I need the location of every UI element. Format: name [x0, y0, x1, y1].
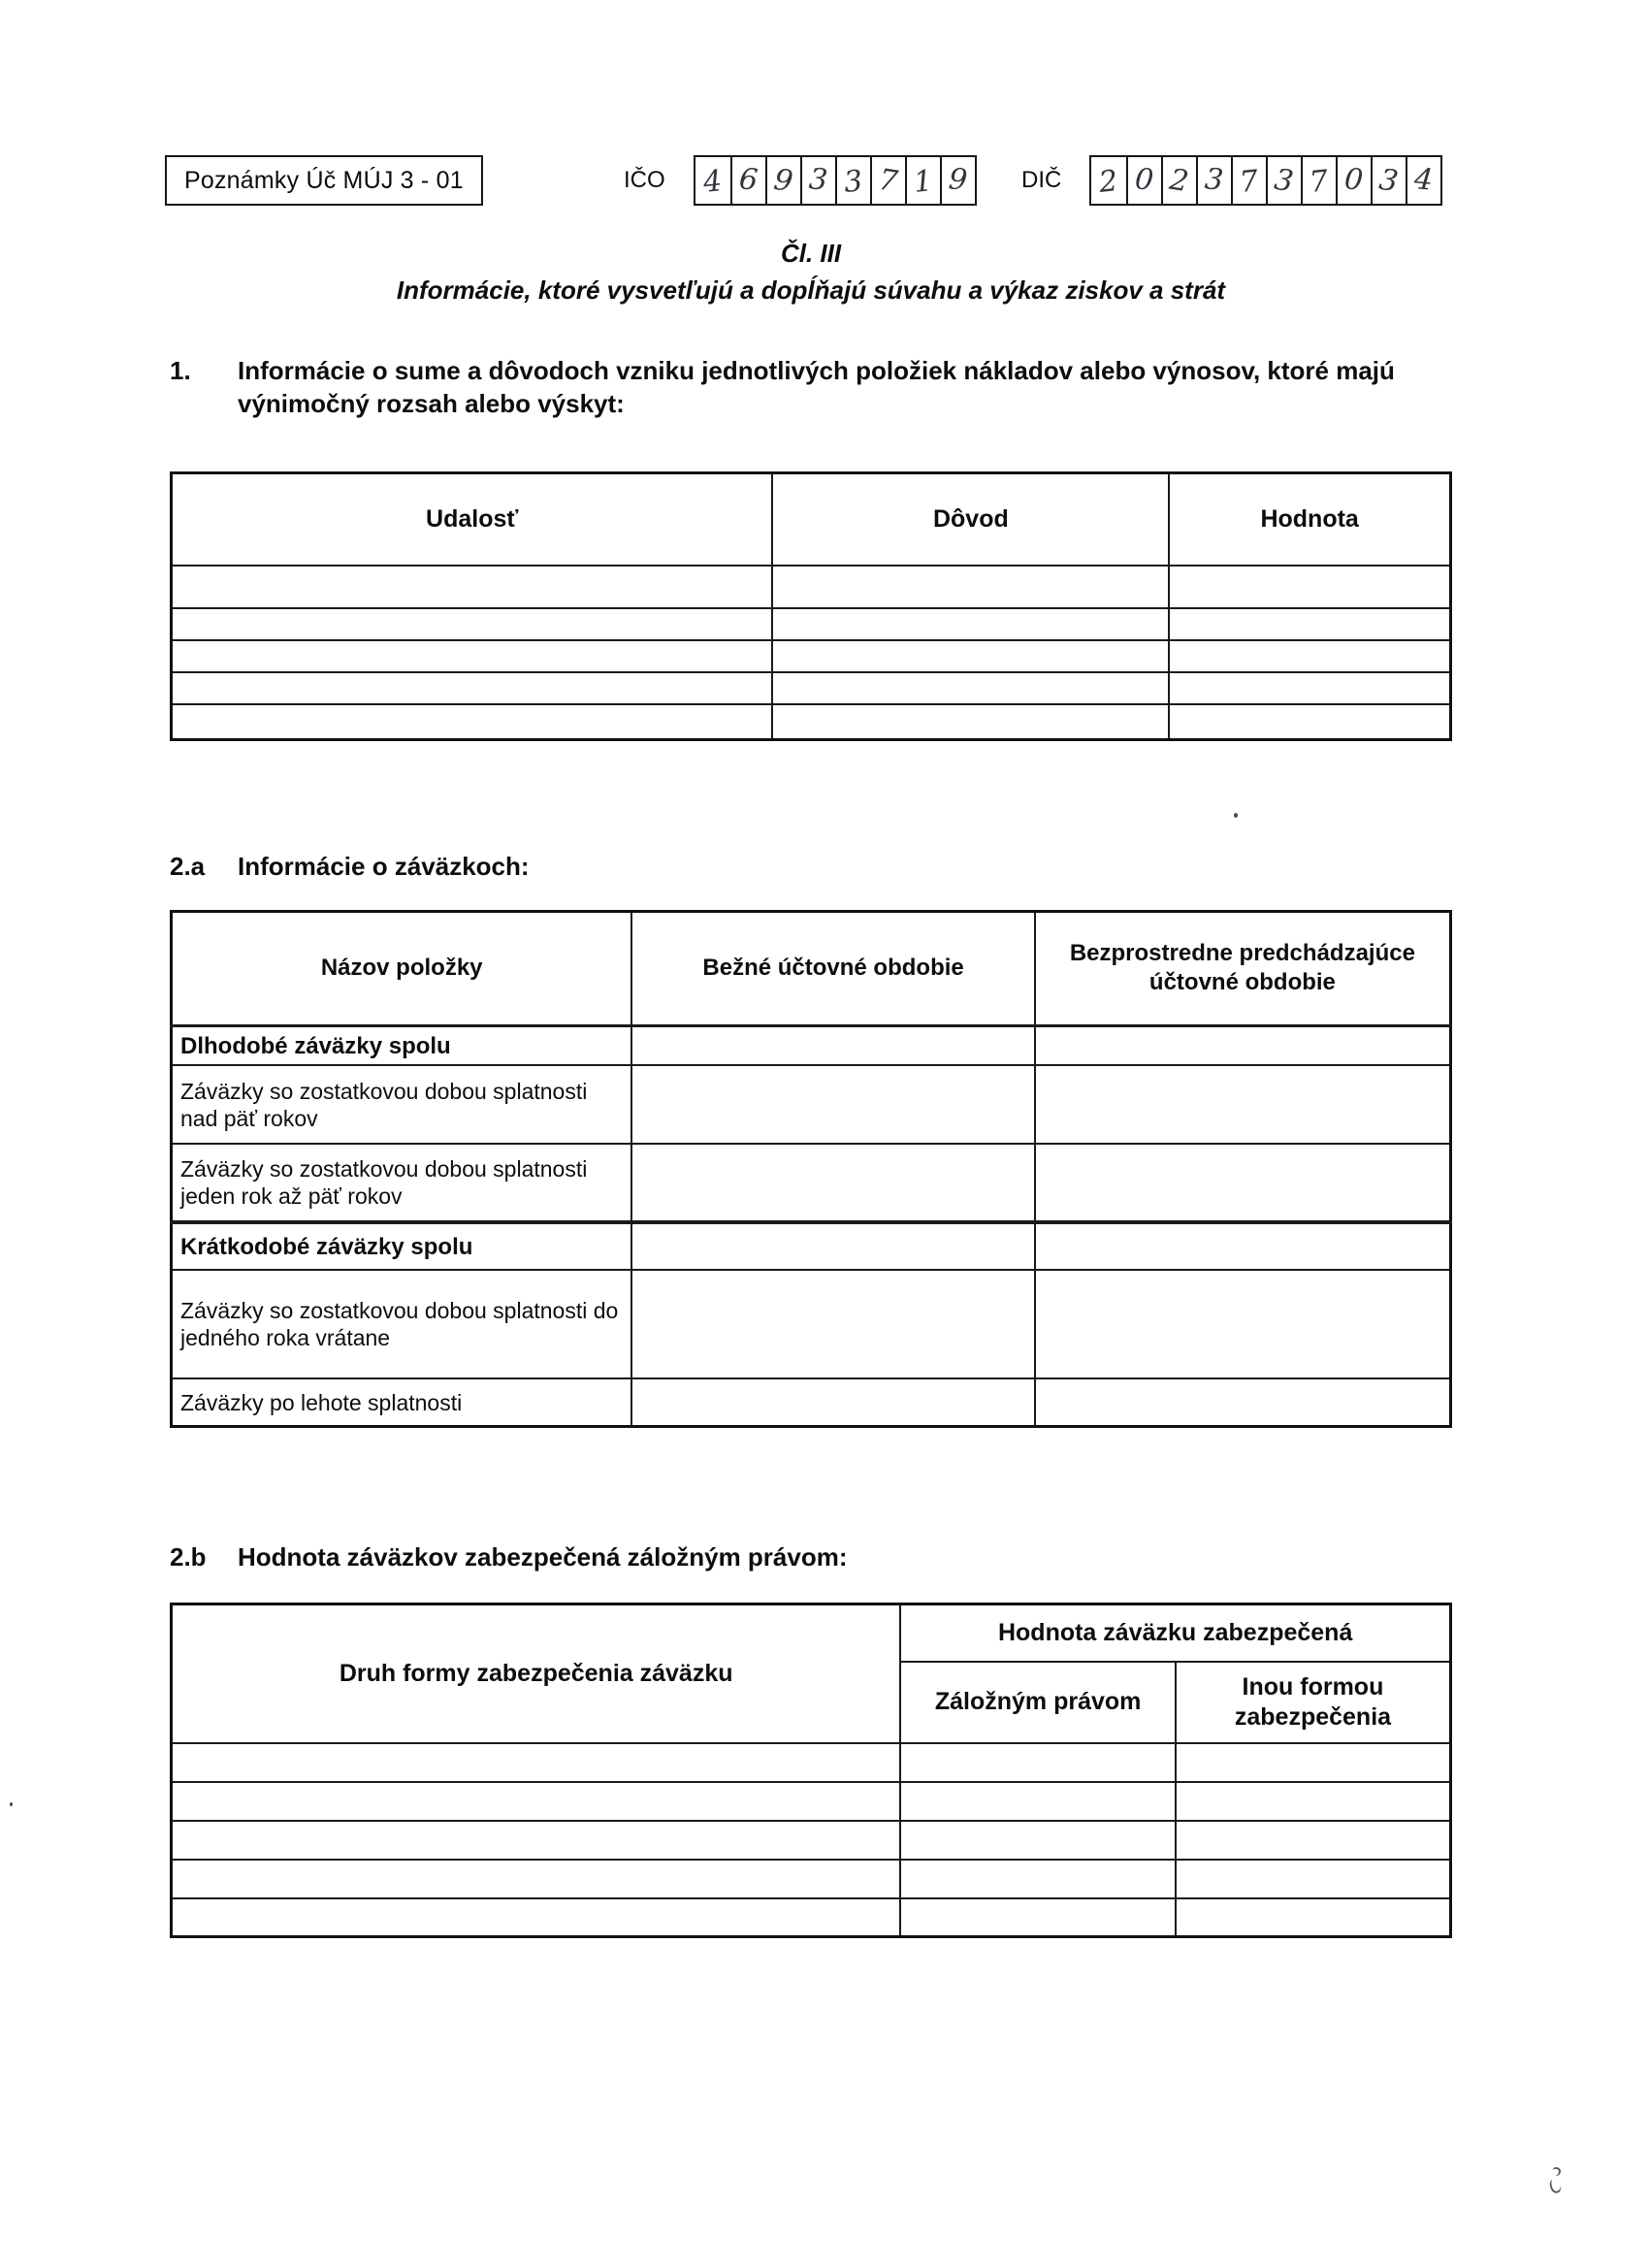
- handwritten-digit: 3: [1376, 162, 1402, 199]
- value-cell: [631, 1065, 1034, 1144]
- empty-cell: [1169, 704, 1450, 739]
- liabilities-header-row: [172, 911, 1451, 1025]
- empty-cell: [900, 1782, 1176, 1821]
- scan-artifact-mark: [1550, 2167, 1564, 2196]
- handwritten-digit: 2: [1167, 162, 1192, 199]
- ico-digit-cell: [765, 157, 800, 204]
- handwritten-digit: 7: [1238, 163, 1261, 200]
- section-number: 2.a: [170, 851, 206, 881]
- empty-cell: [772, 672, 1169, 704]
- handwritten-digit: 2: [1097, 163, 1120, 200]
- ico-digit-cell: [905, 157, 940, 204]
- empty-row: [172, 1782, 1451, 1821]
- section-number: 2.b: [170, 1541, 207, 1571]
- empty-cell: [172, 1821, 901, 1860]
- value-cell: [631, 1270, 1034, 1378]
- dic-digit-cell: [1371, 157, 1406, 204]
- ico-label: IČO: [624, 167, 665, 193]
- empty-cell: [172, 1898, 901, 1937]
- article-number: Čl. III: [780, 239, 842, 268]
- value-cell: [1035, 1065, 1451, 1144]
- empty-cell: [172, 1782, 901, 1821]
- page-title: Informácie, ktoré vysvetľujú a dopĺňajú súvahu a výkaz ziskov a strát: [396, 275, 1226, 305]
- empty-cell: [172, 566, 773, 608]
- section-2b-heading: [170, 1540, 1452, 1573]
- empty-cell: [900, 1743, 1176, 1782]
- value-cell: [1035, 1270, 1451, 1378]
- section-text: Hodnota záväzkov zabezpečená záložným právom:: [238, 1541, 848, 1571]
- empty-cell: [1169, 566, 1450, 608]
- row-label: Záväzky so zostatkovou dobou splatnosti do jedného roka vrátane: [172, 1270, 632, 1378]
- column-header-lien: Záložným právom: [900, 1662, 1176, 1743]
- handwritten-digit: 4: [1413, 161, 1436, 198]
- handwritten-digit: 0: [1343, 161, 1366, 198]
- scan-artifact-curve: [1551, 2166, 1562, 2177]
- value-cell: [1035, 1378, 1451, 1426]
- empty-cell: [172, 672, 773, 704]
- empty-row: [172, 1743, 1451, 1782]
- empty-cell: [1176, 1782, 1451, 1821]
- row-label: Krátkodobé záväzky spolu: [172, 1222, 632, 1270]
- column-header-previous-period: Bezprostredne predchádzajúce účtovné obdobie: [1035, 911, 1451, 1025]
- empty-row: [172, 640, 1451, 672]
- form-header: [170, 155, 1452, 210]
- handwritten-digit: 3: [808, 161, 830, 198]
- handwritten-digit: 1: [912, 163, 935, 200]
- dic-digit-cell: [1266, 157, 1301, 204]
- empty-cell: [900, 1898, 1176, 1937]
- empty-row: [172, 1860, 1451, 1898]
- handwritten-digit: 7: [1308, 163, 1331, 200]
- handwritten-digit: 3: [842, 163, 865, 200]
- table-row: [172, 1222, 1451, 1270]
- value-cell: [631, 1222, 1034, 1270]
- table-row: [172, 1270, 1451, 1378]
- dic-digit-cell: [1301, 157, 1336, 204]
- empty-row: [172, 1898, 1451, 1937]
- table-row: [172, 1144, 1451, 1222]
- scan-speck: [10, 1802, 13, 1806]
- value-cell: [1035, 1144, 1451, 1222]
- dic-digit-cell: [1161, 157, 1196, 204]
- column-header-reason: Dôvod: [772, 472, 1169, 566]
- empty-cell: [1169, 640, 1450, 672]
- form-code-box: [165, 155, 483, 206]
- empty-cell: [772, 640, 1169, 672]
- empty-cell: [172, 640, 773, 672]
- empty-cell: [772, 608, 1169, 640]
- empty-row: [172, 566, 1451, 608]
- empty-cell: [172, 704, 773, 739]
- section-text: Informácie o sume a dôvodoch vzniku jednotlivých položiek nákladov alebo výnosov, ktoré majú výnimočný rozsah alebo výskyt:: [238, 356, 1395, 419]
- value-cell: [631, 1378, 1034, 1426]
- handwritten-digit: 3: [1204, 161, 1226, 198]
- table-row: [172, 1065, 1451, 1144]
- scan-artifact-curve: [1548, 2178, 1563, 2195]
- empty-cell: [1176, 1898, 1451, 1937]
- empty-row: [172, 608, 1451, 640]
- dic-digit-cell: [1231, 157, 1266, 204]
- value-cell: [631, 1025, 1034, 1065]
- handwritten-digit: 0: [1134, 161, 1156, 198]
- empty-cell: [1169, 672, 1450, 704]
- handwritten-digit: 9: [771, 162, 796, 199]
- form-code-label: Poznámky Úč MÚJ 3 - 01: [184, 166, 464, 194]
- row-label: Záväzky so zostatkovou dobou splatnosti jeden rok až päť rokov: [172, 1144, 632, 1222]
- handwritten-digit: 4: [701, 163, 725, 200]
- dic-label: DIČ: [1021, 167, 1062, 193]
- empty-row: [172, 672, 1451, 704]
- row-label: Záväzky po lehote splatnosti: [172, 1378, 632, 1426]
- section-number: 1.: [170, 356, 191, 385]
- value-cell: [1035, 1025, 1451, 1065]
- table-row: [172, 1025, 1451, 1065]
- column-header-security-type: Druh formy zabezpečenia záväzku: [172, 1604, 901, 1743]
- column-header-value: Hodnota: [1169, 472, 1450, 566]
- section-text: Informácie o záväzkoch:: [238, 851, 530, 881]
- empty-cell: [900, 1821, 1176, 1860]
- dic-digit-boxes: [1089, 155, 1442, 206]
- empty-cell: [772, 566, 1169, 608]
- empty-row: [172, 1821, 1451, 1860]
- handwritten-digit: 7: [876, 162, 901, 199]
- events-table: [170, 471, 1452, 741]
- secured-header-group-row: [172, 1604, 1451, 1662]
- events-table-header-row: [172, 472, 1451, 566]
- empty-cell: [1176, 1743, 1451, 1782]
- value-cell: [631, 1144, 1034, 1222]
- empty-cell: [772, 704, 1169, 739]
- dic-digit-cell: [1406, 157, 1440, 204]
- empty-cell: [900, 1860, 1176, 1898]
- dic-digit-cell: [1196, 157, 1231, 204]
- row-label: Dlhodobé záväzky spolu: [172, 1025, 632, 1065]
- empty-cell: [172, 608, 773, 640]
- empty-cell: [1169, 608, 1450, 640]
- section-2a-heading: [170, 850, 1452, 883]
- document-page: [170, 0, 1452, 1938]
- title-block: [170, 239, 1452, 306]
- ico-digit-cell: [730, 157, 765, 204]
- dic-digit-cell: [1126, 157, 1161, 204]
- value-cell: [1035, 1222, 1451, 1270]
- empty-row: [172, 704, 1451, 739]
- ico-digit-boxes: [694, 155, 977, 206]
- empty-cell: [172, 1743, 901, 1782]
- dic-digit-cell: [1336, 157, 1371, 204]
- scan-speck: [1234, 813, 1238, 818]
- column-header-current-period: Bežné účtovné obdobie: [631, 911, 1034, 1025]
- dic-digit-cell: [1091, 157, 1126, 204]
- handwritten-digit: 3: [1272, 162, 1297, 199]
- ico-digit-cell: [870, 157, 905, 204]
- column-header-item-name: Názov položky: [172, 911, 632, 1025]
- handwritten-digit: 6: [738, 161, 760, 198]
- group-header-secured-value: Hodnota záväzku zabezpečená: [900, 1604, 1450, 1662]
- secured-liabilities-table: [170, 1603, 1452, 1938]
- ico-digit-cell: [695, 157, 730, 204]
- column-header-other-form: Inou formou zabezpečenia: [1176, 1662, 1451, 1743]
- liabilities-table: [170, 910, 1452, 1428]
- handwritten-digit: 9: [948, 161, 970, 198]
- ico-digit-cell: [835, 157, 870, 204]
- empty-cell: [172, 1860, 901, 1898]
- ico-digit-cell: [800, 157, 835, 204]
- ico-digit-cell: [940, 157, 975, 204]
- empty-cell: [1176, 1821, 1451, 1860]
- row-label: Záväzky so zostatkovou dobou splatnosti nad päť rokov: [172, 1065, 632, 1144]
- table-row: [172, 1378, 1451, 1426]
- column-header-event: Udalosť: [172, 472, 773, 566]
- empty-cell: [1176, 1860, 1451, 1898]
- section-1-heading: [170, 354, 1452, 421]
